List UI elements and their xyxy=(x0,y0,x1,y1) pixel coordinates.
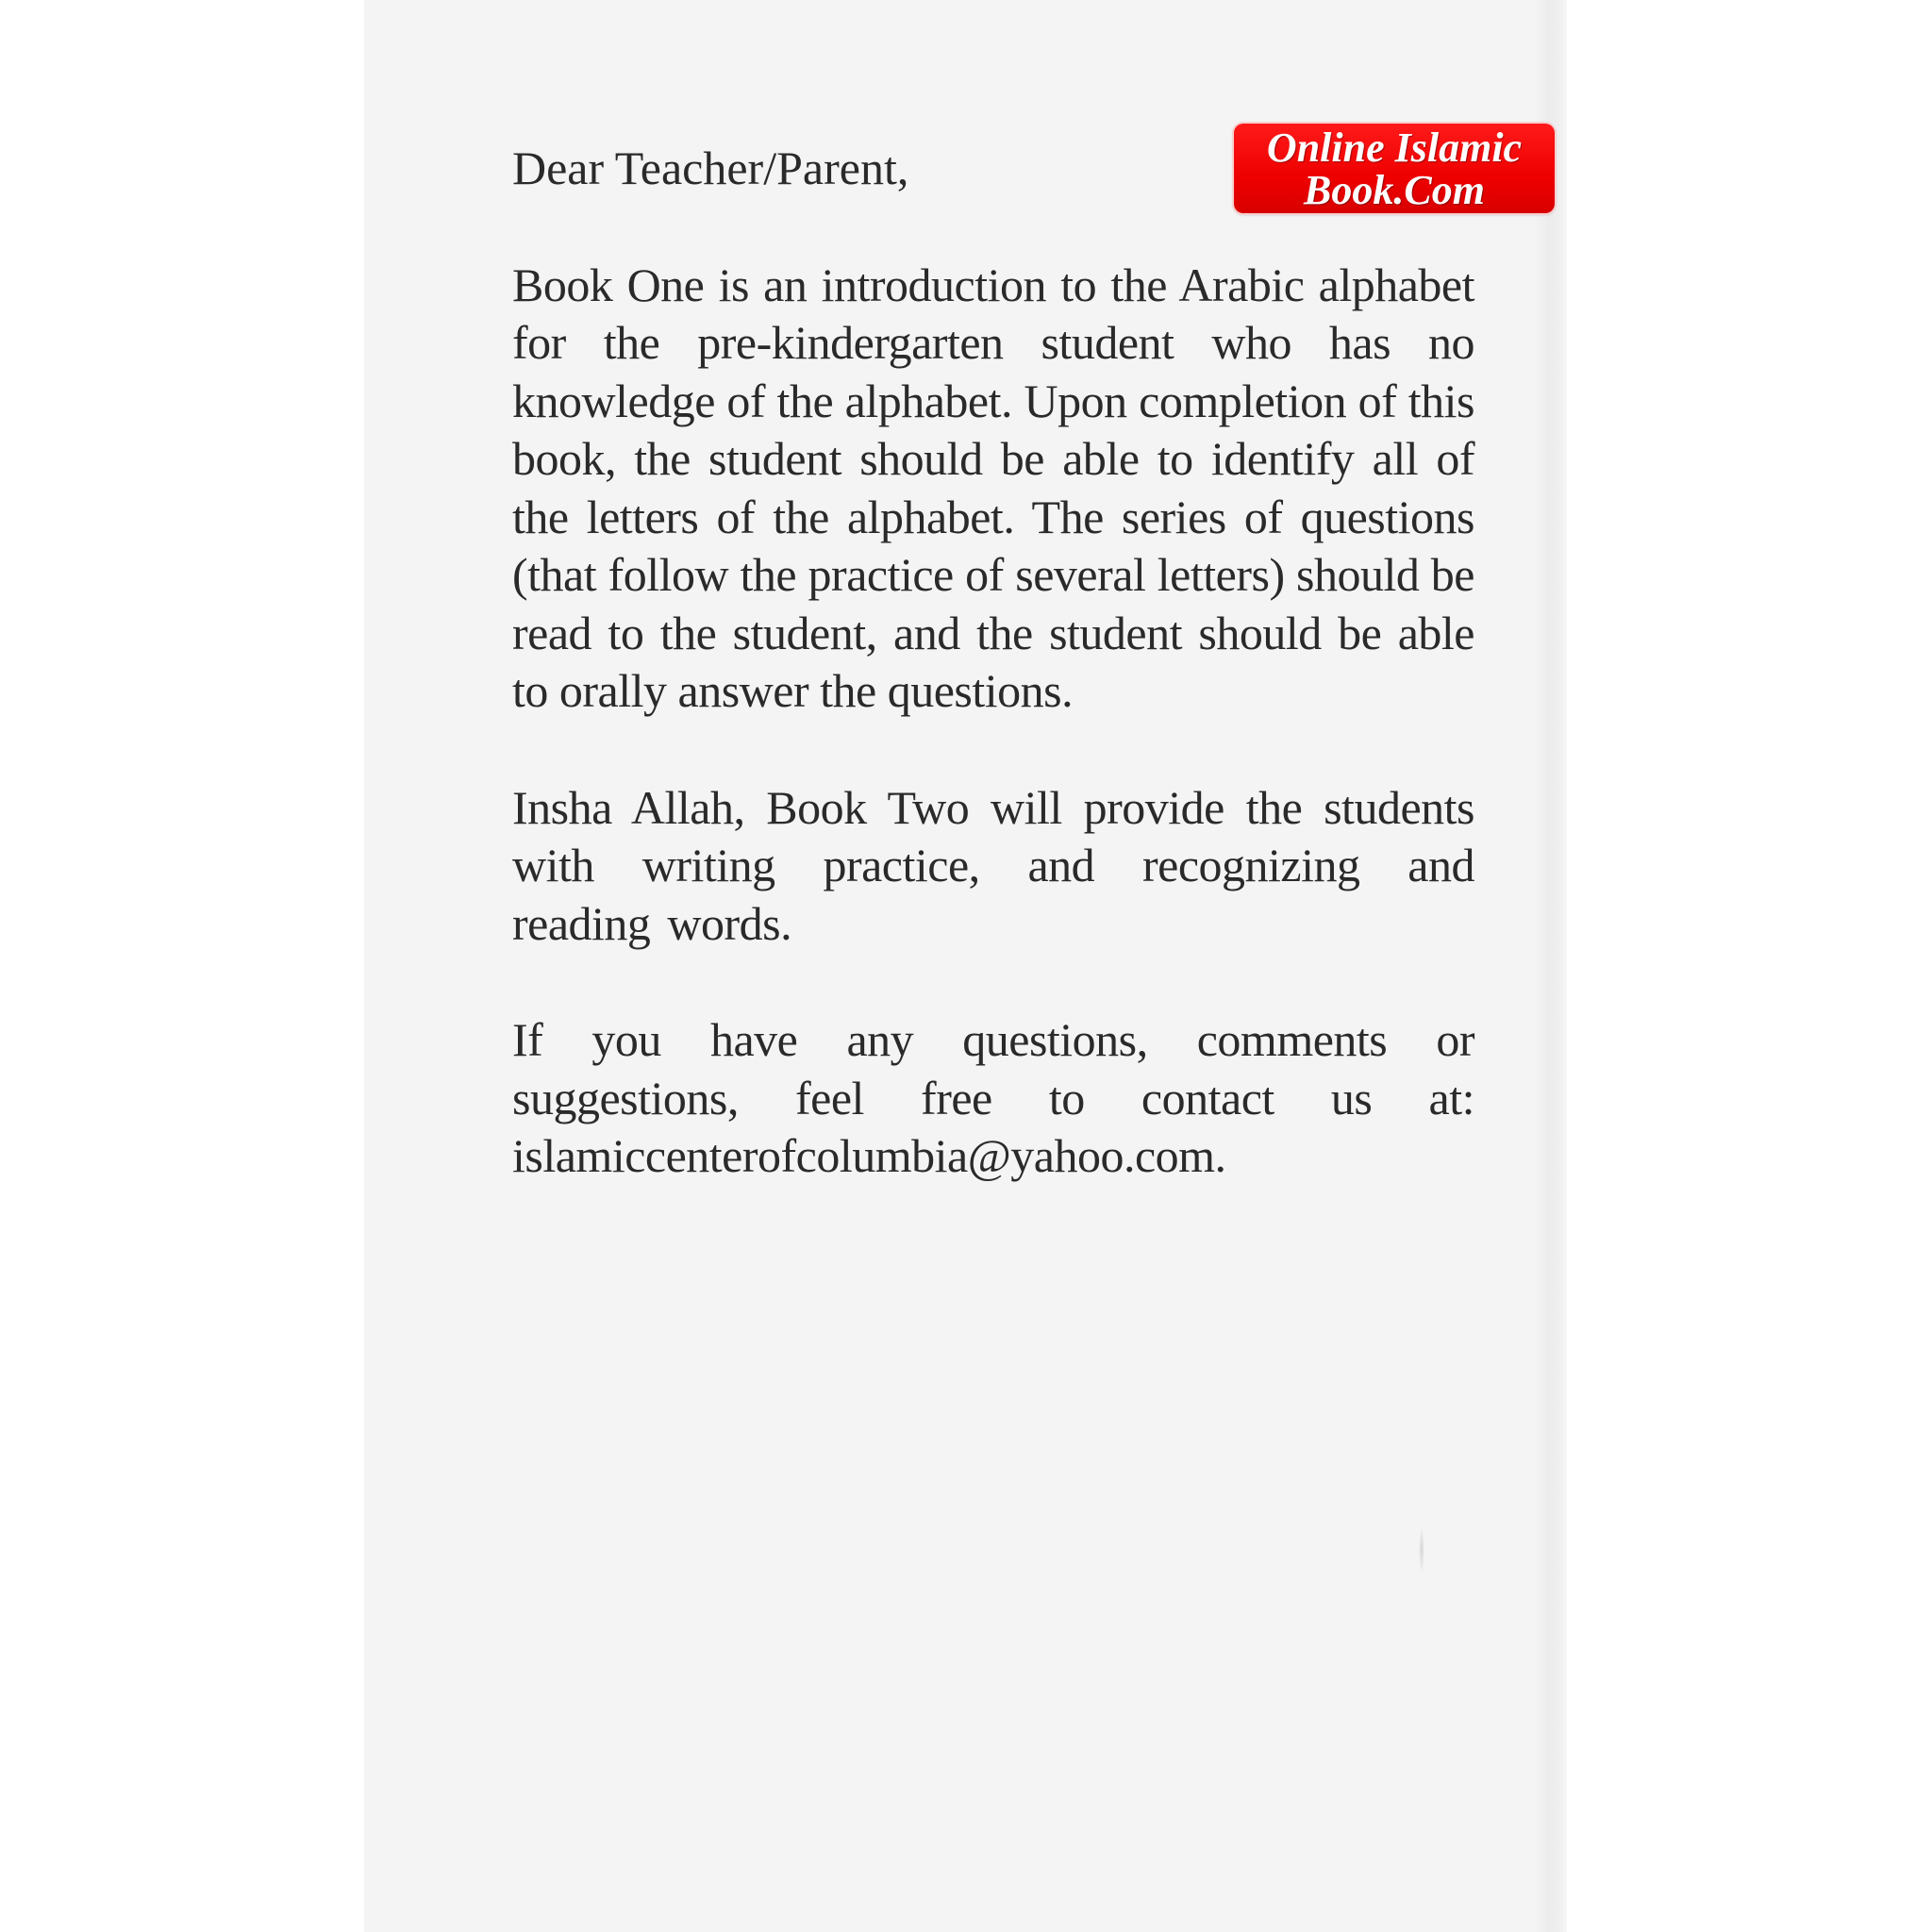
paper-speck xyxy=(1419,1526,1424,1574)
watermark-badge xyxy=(1234,124,1555,213)
paragraph-intro: Book One is an introduction to the Arabic alphabet for the pre-kindergarten student who has no knowledge of the alphabet. Upon completion of this book, the student should be able to identify all of the letters of the alphabet. The series of questions (that follow the practice of several letters) should be read to the student, and the student should be able to orally answer the questions. xyxy=(512,258,1474,717)
page-edge-shadow xyxy=(1535,0,1567,1932)
letter-body xyxy=(512,140,1474,1244)
watermark-line-1: Online Islamic xyxy=(1266,124,1523,171)
salutation: Dear Teacher/Parent, xyxy=(512,142,909,194)
watermark-line-2: Book.Com xyxy=(1304,166,1485,213)
paragraph-book-two: Insha Allah, Book Two will provide the students with writing practice, and recognizing and reading words. xyxy=(512,780,1474,950)
paragraph-contact: If you have any questions, comments or suggestions, feel free to contact us at: islamiccenterofcolumbia@yahoo.com. xyxy=(512,1013,1474,1182)
book-page xyxy=(364,0,1567,1932)
